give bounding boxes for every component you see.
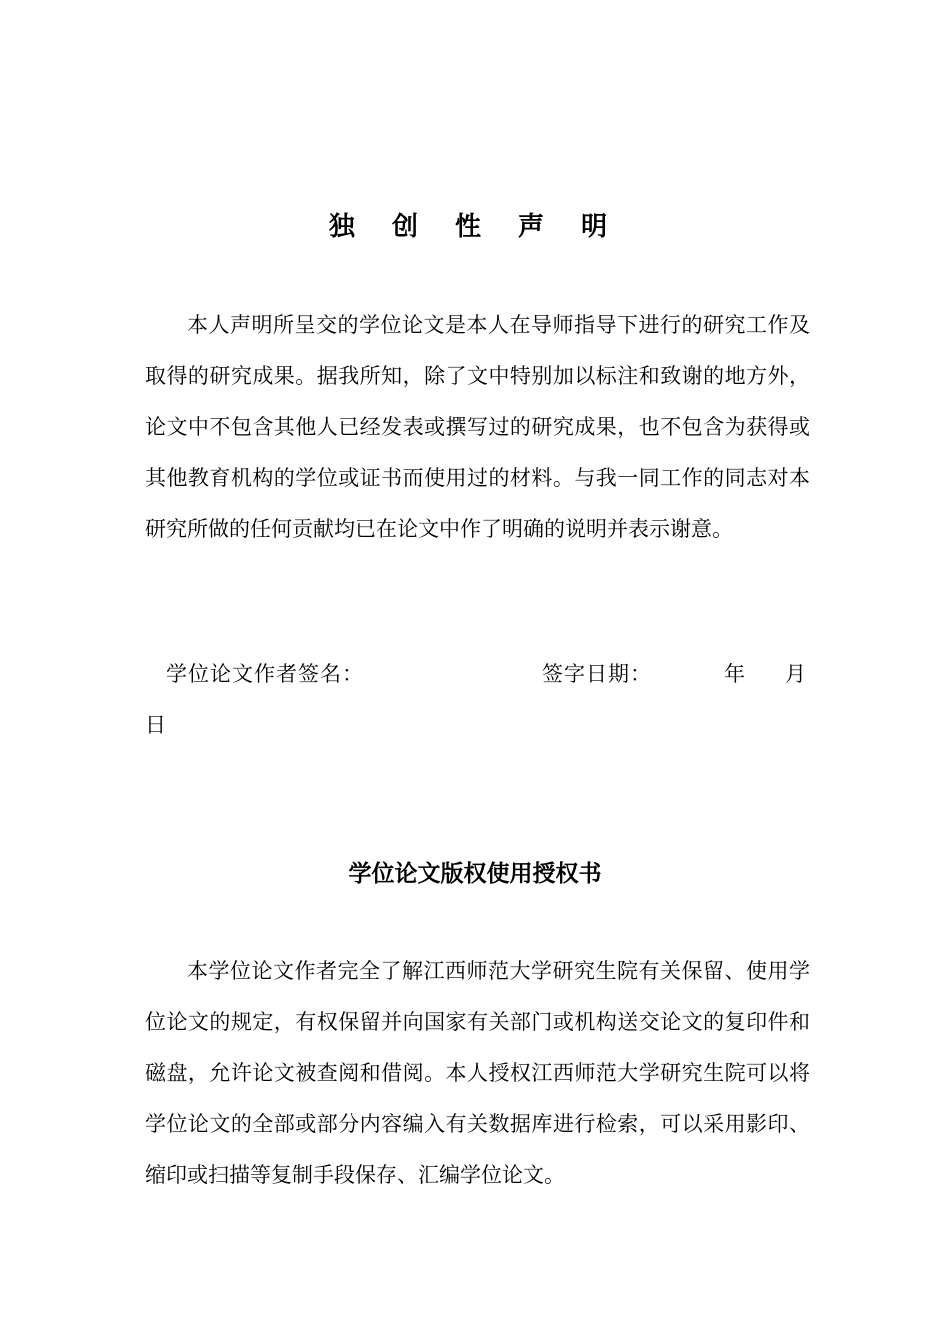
month-label: 月 [785, 662, 806, 686]
signing-date-label: 签字日期： [542, 662, 652, 686]
declaration-body: 本人声明所呈交的学位论文是本人在导师指导下进行的研究工作及取得的研究成果。据我所知，除了文中特别加以标注和致谢的地方外，论文中不包含其他人已经发表或撰写过的研究成果，也不包含为获得或其他教育机构的学位或证书而使用过的材料。与我一同工作的同志对本研究所做的任何贡献均已在论文中作了明确的说明并表示谢意。 [145, 313, 810, 541]
declaration-title: 独 创 性 声 明 [328, 212, 622, 242]
author-signature-label: 学位论文作者签名： [166, 662, 364, 686]
day-label: 日 [145, 713, 166, 737]
authorization-body: 本学位论文作者完全了解江西师范大学研究生院有关保留、使用学位论文的规定，有权保留并向国家有关部门或机构送交论文的复印件和磁盘，允许论文被查阅和借阅。本人授权江西师范大学研究生院可以将学位论文的全部或部分内容编入有关数据库进行检索，可以采用影印、缩印或扫描等复制手段保存、汇编学位论文。 [145, 959, 810, 1187]
year-label: 年 [724, 662, 745, 686]
authorization-title: 学位论文版权使用授权书 [348, 861, 602, 887]
